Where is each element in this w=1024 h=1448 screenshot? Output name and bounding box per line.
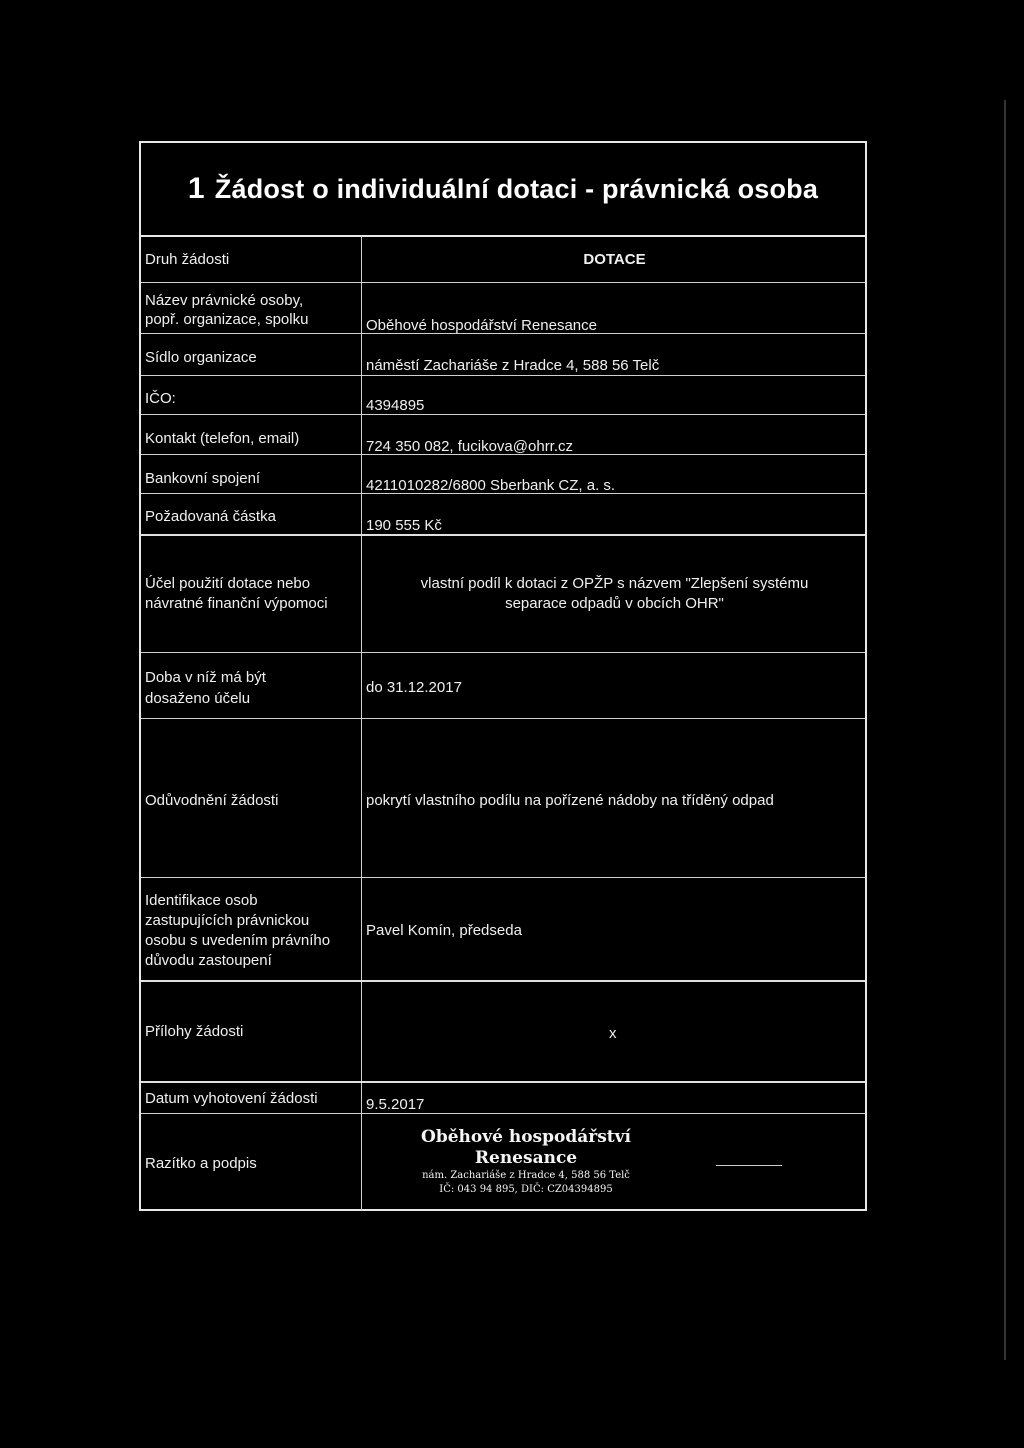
- row-divider: [141, 375, 865, 376]
- company-stamp: [381, 1127, 671, 1197]
- doba-label-2: dosaženo účelu: [145, 690, 251, 707]
- scan-edge: [1004, 100, 1006, 1360]
- oduvodneni-value: pokrytí vlastního podílu na pořízené nádoby na tříděný odpad: [366, 792, 774, 809]
- castka-label: Požadovaná částka: [145, 508, 276, 525]
- identifikace-label-2: zastupujících právnickou: [145, 912, 310, 929]
- ico-label: IČO:: [145, 390, 176, 407]
- ucel-value-2: separace odpadů v obcích OHR": [505, 595, 724, 612]
- castka-value: 190 555 Kč: [366, 517, 442, 534]
- ucel-label-1: Účel použití dotace nebo: [145, 575, 311, 592]
- oduvodneni-label: Odůvodnění žádosti: [145, 792, 279, 809]
- doba-label-1: Doba v níž má být: [145, 669, 266, 686]
- column-divider: [361, 235, 362, 1211]
- row-divider: [141, 652, 865, 653]
- row-divider: [141, 414, 865, 415]
- signature-mark: [716, 1165, 782, 1166]
- form-title-text: Žádost o individuální dotaci - právnická osoba: [214, 173, 819, 204]
- application-form: [139, 141, 867, 1211]
- identifikace-label-4: důvodu zastoupení: [145, 952, 272, 969]
- nazev-label-1: Název právnické osoby,: [145, 292, 304, 309]
- razitko-label: Razítko a podpis: [145, 1155, 257, 1172]
- row-divider: [141, 980, 865, 982]
- identifikace-label-1: Identifikace osob: [145, 892, 258, 909]
- form-number: 1: [187, 172, 205, 205]
- ucel-label-2: návratné finanční výpomoci: [145, 595, 328, 612]
- kontakt-value: 724 350 082, fucikova@ohrr.cz: [366, 438, 574, 455]
- datum-label: Datum vyhotovení žádosti: [145, 1090, 318, 1107]
- doba-value: do 31.12.2017: [366, 679, 462, 696]
- identifikace-value: Pavel Komín, předseda: [366, 922, 522, 939]
- stamp-line-2: Renesance: [474, 1148, 578, 1168]
- row-divider: [141, 718, 865, 719]
- nazev-value: Oběhové hospodářství Renesance: [366, 317, 597, 334]
- kontakt-label: Kontakt (telefon, email): [145, 430, 300, 447]
- form-title: [141, 143, 865, 237]
- row-divider: [141, 282, 865, 283]
- row-divider: [141, 534, 865, 536]
- ico-value: 4394895: [366, 397, 425, 414]
- identifikace-label-3: osobu s uvedením právního: [145, 932, 331, 949]
- stamp-line-4: IČ: 043 94 895, DIČ: CZ04394895: [439, 1184, 613, 1195]
- sidlo-label: Sídlo organizace: [145, 349, 257, 366]
- druh-label: Druh žádosti: [145, 251, 230, 268]
- row-divider: [141, 877, 865, 878]
- ucel-value-1: vlastní podíl k dotaci z OPŽP s názvem "Zlepšení systému: [420, 575, 809, 592]
- banka-value: 4211010282/6800 Sberbank CZ, a. s.: [366, 477, 616, 494]
- datum-value: 9.5.2017: [366, 1096, 425, 1113]
- druh-value: DOTACE: [583, 251, 646, 268]
- sidlo-value: náměstí Zachariáše z Hradce 4, 588 56 Telč: [366, 357, 660, 374]
- prilohy-label: Přílohy žádosti: [145, 1023, 244, 1040]
- stamp-line-1: Oběhové hospodářství: [421, 1127, 631, 1147]
- stamp-line-3: nám. Zachariáše z Hradce 4, 588 56 Telč: [422, 1170, 630, 1181]
- nazev-label-2: popř. organizace, spolku: [145, 311, 309, 328]
- row-divider: [141, 1081, 865, 1083]
- prilohy-value: x: [609, 1025, 617, 1042]
- banka-label: Bankovní spojení: [145, 470, 261, 487]
- row-divider: [141, 1113, 865, 1114]
